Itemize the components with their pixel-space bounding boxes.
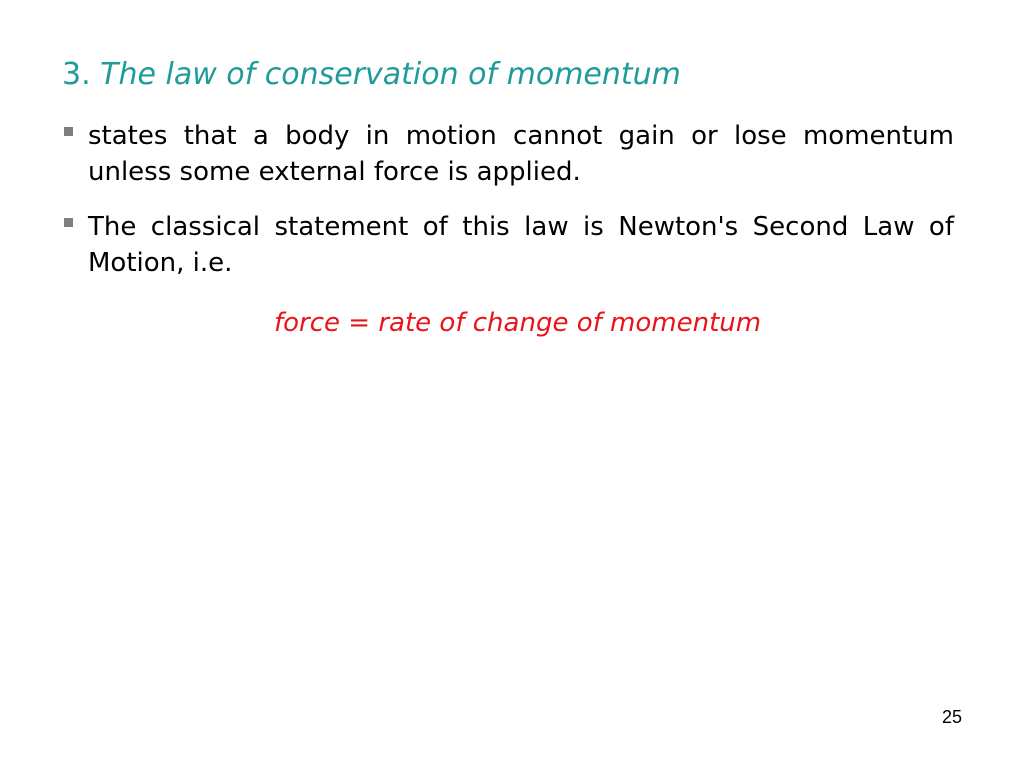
slide-title <box>62 56 681 94</box>
bullet-list <box>62 118 954 300</box>
square-bullet-icon <box>64 127 73 136</box>
page-number: 25 <box>941 707 962 727</box>
bullet-item <box>62 209 954 281</box>
title-text: The law of conservation of momentum <box>100 57 681 92</box>
bullet-item <box>62 118 954 190</box>
formula-text: force = rate of change of momentum <box>274 308 762 338</box>
bullet-text: The classical statement of this law is Newton's Second Law of Motion, i.e. <box>88 212 954 278</box>
square-bullet-icon <box>64 218 73 227</box>
title-number: 3. <box>62 57 91 92</box>
bullet-text: states that a body in motion cannot gain or lose momentum unless some external force is applied. <box>88 121 954 187</box>
